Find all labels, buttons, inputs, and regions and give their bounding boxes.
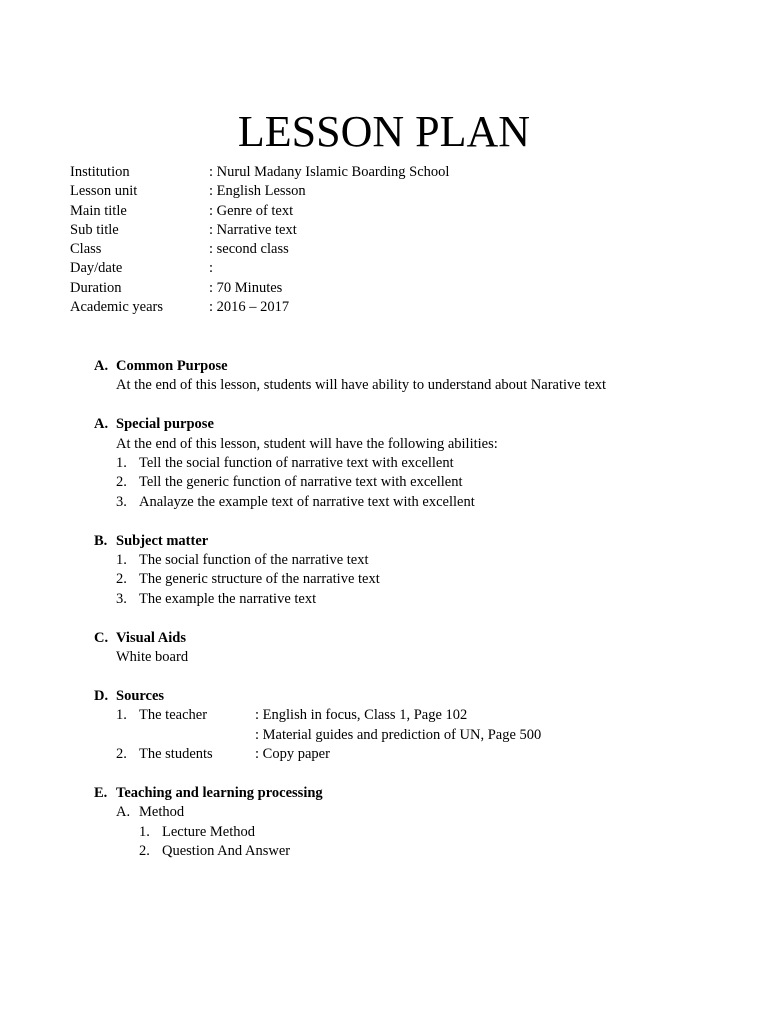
section-letter: A. xyxy=(94,416,109,433)
section-special-purpose xyxy=(94,415,754,512)
section-text: At the end of this lesson, students will have ability to understand about Narative text xyxy=(116,377,607,394)
source-value: : Material guides and prediction of UN, Page 500 xyxy=(255,726,542,743)
info-row-day-date xyxy=(70,259,449,278)
info-row-class xyxy=(70,240,449,259)
list-item xyxy=(116,473,754,492)
section-heading xyxy=(94,629,754,648)
list-number: 1. xyxy=(116,707,127,724)
info-label: Day/date xyxy=(70,260,123,277)
section-title: Sources xyxy=(116,687,165,704)
source-label: The teacher xyxy=(139,707,208,724)
section-sources xyxy=(94,687,754,765)
section-letter: C. xyxy=(94,629,109,646)
section-heading xyxy=(94,532,754,551)
info-value: : Nurul Madany Islamic Boarding School xyxy=(209,164,450,180)
list-text: Lecture Method xyxy=(162,823,256,840)
info-value: : Genre of text xyxy=(209,202,294,219)
info-label: Main title xyxy=(70,202,127,219)
section-heading xyxy=(94,415,754,434)
list-text: Analayze the example text of narrative text with excellent xyxy=(139,493,475,510)
list-text: Tell the generic function of narrative text with excellent xyxy=(139,474,463,491)
lesson-sections xyxy=(94,357,754,881)
source-row-students xyxy=(116,745,754,764)
list-number: 2. xyxy=(116,746,127,763)
list-number: 3. xyxy=(116,590,127,607)
list-item xyxy=(116,454,754,473)
source-label-spacer xyxy=(139,726,255,745)
info-row-duration xyxy=(70,279,449,298)
list-text: Question And Answer xyxy=(162,843,291,860)
info-label: Class xyxy=(70,241,102,258)
section-title: Teaching and learning processing xyxy=(116,784,323,801)
section-body xyxy=(94,803,754,861)
info-label: Sub title xyxy=(70,221,119,238)
section-body xyxy=(94,706,754,764)
section-teaching-processing xyxy=(94,784,754,862)
section-visual-aids xyxy=(94,629,754,668)
info-row-sub-title xyxy=(70,221,449,240)
section-heading xyxy=(94,784,754,803)
info-value: : xyxy=(209,260,214,277)
info-row-main-title xyxy=(70,202,449,221)
section-heading xyxy=(94,357,754,376)
list-item xyxy=(116,570,754,589)
list-item xyxy=(116,590,754,609)
source-label: The students xyxy=(139,746,213,763)
info-value: : 2016 – 2017 xyxy=(209,299,290,316)
section-title: Visual Aids xyxy=(116,629,186,646)
section-text: White board xyxy=(116,649,189,666)
section-title: Special purpose xyxy=(116,416,214,433)
info-label: Institution xyxy=(70,164,130,180)
list-item xyxy=(116,842,754,861)
list-item xyxy=(116,551,754,570)
section-heading xyxy=(94,687,754,706)
list-number-spacer xyxy=(116,726,139,745)
source-value: : Copy paper xyxy=(255,746,330,763)
section-subject-matter xyxy=(94,532,754,610)
info-row-academic-years xyxy=(70,298,449,317)
info-row-lesson-unit xyxy=(70,182,449,201)
info-value: : 70 Minutes xyxy=(209,279,283,296)
list-number: 1. xyxy=(139,823,150,840)
section-text: At the end of this lesson, student will have the following abilities: xyxy=(116,435,498,452)
source-row-teacher xyxy=(116,706,754,725)
section-title: Common Purpose xyxy=(116,358,228,374)
list-text: Tell the social function of narrative text with excellent xyxy=(139,455,454,472)
method-label: Method xyxy=(139,804,185,821)
list-item xyxy=(116,823,754,842)
list-number: 2. xyxy=(139,843,150,860)
info-label: Lesson unit xyxy=(70,183,138,200)
list-letter: A. xyxy=(116,804,131,821)
info-value: : Narrative text xyxy=(209,221,297,238)
info-label: Duration xyxy=(70,279,122,296)
list-number: 3. xyxy=(116,493,127,510)
section-letter: D. xyxy=(94,687,109,704)
section-body xyxy=(94,435,754,513)
section-body xyxy=(94,376,754,395)
list-number: 1. xyxy=(116,455,127,472)
info-value: : English Lesson xyxy=(209,183,306,200)
list-text: The example the narrative text xyxy=(139,590,317,607)
section-letter: E. xyxy=(94,784,108,801)
info-value: : second class xyxy=(209,241,289,258)
list-number: 2. xyxy=(116,474,127,491)
info-row-institution xyxy=(70,163,449,182)
section-body xyxy=(94,648,754,667)
list-text: The generic structure of the narrative text xyxy=(139,571,380,588)
source-value: : English in focus, Class 1, Page 102 xyxy=(255,707,468,724)
list-number: 1. xyxy=(116,552,127,569)
list-item xyxy=(116,493,754,512)
section-letter: A. xyxy=(94,358,109,374)
list-number: 2. xyxy=(116,571,127,588)
info-table xyxy=(70,163,449,317)
section-common-purpose xyxy=(94,357,754,396)
method-heading xyxy=(116,803,754,822)
list-text: The social function of the narrative text xyxy=(139,552,369,569)
page-title: LESSON PLAN xyxy=(237,107,531,156)
section-letter: B. xyxy=(94,532,108,549)
source-row-teacher-extra xyxy=(116,726,754,745)
section-body xyxy=(94,551,754,609)
info-label: Academic years xyxy=(70,299,163,316)
section-title: Subject matter xyxy=(116,532,209,549)
